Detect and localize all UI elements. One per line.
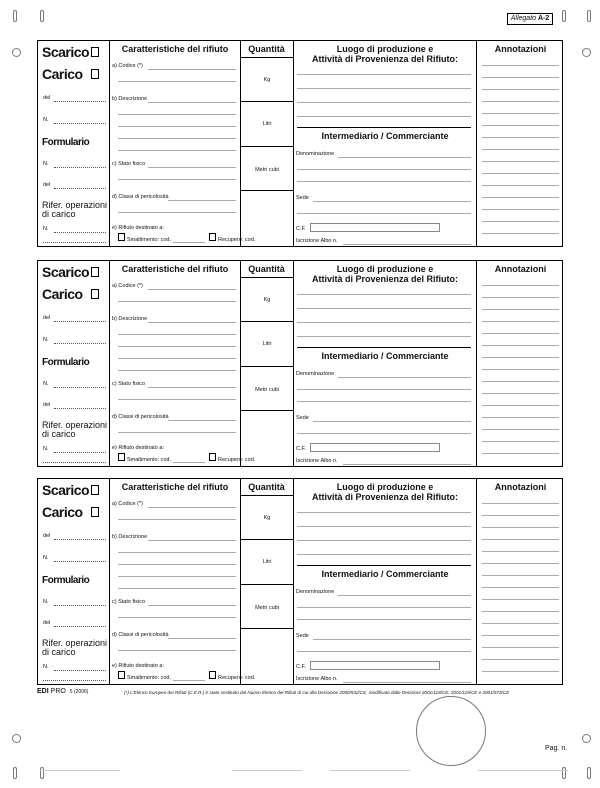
codice-field[interactable] <box>148 507 236 508</box>
recupero-label: Recupero: cod. <box>218 457 256 463</box>
binder-slot <box>40 10 44 22</box>
descrizione-label: b) Descrizione <box>112 316 148 322</box>
date-field[interactable] <box>54 101 106 102</box>
smaltimento-code-field[interactable] <box>173 680 205 681</box>
iscrizione-label: Iscrizione Albo n. <box>296 676 338 682</box>
date-field[interactable] <box>54 539 106 540</box>
iscrizione-field[interactable] <box>343 244 471 245</box>
descrizione-field[interactable] <box>148 540 236 541</box>
smaltimento-label: Smaltimento: cod. <box>127 237 172 243</box>
registration-block <box>37 40 563 247</box>
kg-label: Kg <box>263 77 271 83</box>
iscrizione-label: Iscrizione Albo n. <box>296 238 338 244</box>
number-label: N. <box>43 555 49 561</box>
rifer-number-label: N. <box>43 446 49 452</box>
formulario-number-label: N. <box>43 161 49 167</box>
annotazioni-line[interactable] <box>482 527 559 528</box>
luogo-header-1: Luogo di produzione e <box>336 264 434 274</box>
sede-field-2[interactable] <box>297 213 471 214</box>
annotazioni-line[interactable] <box>482 453 559 454</box>
del-label: del <box>43 315 51 321</box>
quantita-header: Quantità <box>248 44 285 54</box>
luogo-field-line[interactable] <box>297 308 471 309</box>
codice-field[interactable] <box>148 289 236 290</box>
luogo-field-line[interactable] <box>297 74 471 75</box>
registration-block <box>37 478 563 685</box>
rifer-number-field[interactable] <box>54 670 106 671</box>
stato-fisico-field[interactable] <box>148 167 236 168</box>
denominazione-label: Denominazione <box>296 371 335 377</box>
stamp-circle <box>416 696 486 766</box>
annotazioni-line[interactable] <box>482 405 559 406</box>
del-label: del <box>43 533 51 539</box>
stato-fisico-field-2[interactable] <box>118 179 236 180</box>
descrizione-field-line[interactable] <box>118 552 236 553</box>
stato-fisico-field-2[interactable] <box>118 617 236 618</box>
annotazioni-line[interactable] <box>482 635 559 636</box>
formulario-number-field[interactable] <box>54 387 106 388</box>
scarico-checkbox[interactable] <box>91 47 99 57</box>
annotazioni-line[interactable] <box>482 345 559 346</box>
sede-field-2[interactable] <box>297 433 471 434</box>
rifer-number-field[interactable] <box>54 452 106 453</box>
annotazioni-header: Annotazioni <box>494 44 547 54</box>
smaltimento-checkbox[interactable] <box>118 671 125 679</box>
stato-fisico-label: c) Stato fisico <box>112 381 146 387</box>
annotazioni-line[interactable] <box>482 441 559 442</box>
rifer-label: Rifer. operazioni <box>42 200 108 210</box>
cf-label: C.F. <box>296 664 306 670</box>
annotazioni-line[interactable] <box>482 417 559 418</box>
signature-line <box>40 770 120 771</box>
annotazioni-line[interactable] <box>482 369 559 370</box>
codice-label: a) Codice (*) <box>112 283 143 289</box>
quantity-divider <box>240 321 294 322</box>
descrizione-field-line[interactable] <box>118 114 236 115</box>
luogo-header-2: Attività di Provenienza del Rifiuto: <box>311 274 458 284</box>
quantita-header: Quantità <box>248 264 285 274</box>
classi-label: d) Classi di pericolosità <box>112 632 169 638</box>
denominazione-field-line[interactable] <box>297 401 471 402</box>
carico-label: Carico <box>42 504 83 520</box>
carico-label: Carico <box>42 66 83 82</box>
formulario-del-label: del <box>43 402 51 408</box>
signature-line <box>232 770 302 771</box>
sede-label: Sede <box>296 195 309 201</box>
denominazione-field[interactable] <box>338 377 471 378</box>
annotazioni-line[interactable] <box>482 563 559 564</box>
allegato-code: A-2 <box>537 15 550 22</box>
classi-field[interactable] <box>168 638 236 639</box>
smaltimento-code-field[interactable] <box>173 242 205 243</box>
rifer-number-label: N. <box>43 664 49 670</box>
destinato-label: e) Rifiuto destinato a: <box>112 225 164 231</box>
column-divider <box>476 41 477 246</box>
kg-label: Kg <box>263 515 271 521</box>
classi-field-2[interactable] <box>118 650 236 651</box>
binder-slot <box>562 767 566 779</box>
punch-hole <box>12 734 21 743</box>
descrizione-field-line[interactable] <box>118 346 236 347</box>
denominazione-field-line[interactable] <box>297 607 471 608</box>
luogo-field-line[interactable] <box>297 294 471 295</box>
rifer-extra-field[interactable] <box>43 242 106 243</box>
recupero-checkbox[interactable] <box>209 233 216 241</box>
quantity-divider <box>240 146 294 147</box>
annotazioni-line[interactable] <box>482 393 559 394</box>
carico-checkbox[interactable] <box>91 289 99 299</box>
quantity-divider <box>240 366 294 367</box>
luogo-field-line[interactable] <box>297 526 471 527</box>
codice-field-2[interactable] <box>118 519 236 520</box>
formulario-number-field[interactable] <box>54 167 106 168</box>
denominazione-field[interactable] <box>338 157 471 158</box>
intermediario-header: Intermediario / Commerciante <box>321 569 449 579</box>
annotazioni-line[interactable] <box>482 575 559 576</box>
footer-brand <box>37 688 88 695</box>
formulario-number-field[interactable] <box>54 605 106 606</box>
litri-label: Litri <box>262 341 272 347</box>
denominazione-field-line[interactable] <box>297 619 471 620</box>
formulario-label: Formulario <box>42 575 90 586</box>
brand-code: PRO <box>50 688 66 695</box>
descrizione-field-line[interactable] <box>118 358 236 359</box>
annotazioni-line[interactable] <box>482 623 559 624</box>
denominazione-label: Denominazione <box>296 589 335 595</box>
luogo-header-2: Attività di Provenienza del Rifiuto: <box>311 492 458 502</box>
allegato-prefix: Allegato <box>510 15 537 22</box>
stato-fisico-field-2[interactable] <box>118 399 236 400</box>
classi-field[interactable] <box>168 200 236 201</box>
stato-fisico-field[interactable] <box>148 387 236 388</box>
smaltimento-checkbox[interactable] <box>118 453 125 461</box>
formulario-date-field[interactable] <box>54 408 106 409</box>
smaltimento-label: Smaltimento: cod. <box>127 457 172 463</box>
classi-label: d) Classi di pericolosità <box>112 414 169 420</box>
footer-note: (*) L'Elenco Europeo dei Rifiuti (C.E.R.) è stato sostituito dal Nuovo Elenco dei Rifiuti di cui alla Decisione 2000/532/CE, modificata dalle Decisioni 2001/118/CE, 2001/119/CE e 2001/573/CE <box>124 690 510 695</box>
cf-field[interactable] <box>310 443 440 452</box>
annotazioni-line[interactable] <box>482 65 559 66</box>
descrizione-label: b) Descrizione <box>112 96 148 102</box>
annotazioni-line[interactable] <box>482 101 559 102</box>
formulario-del-label: del <box>43 620 51 626</box>
date-field[interactable] <box>54 321 106 322</box>
intermediario-rule <box>297 347 471 348</box>
allegato-tag <box>507 13 553 25</box>
descrizione-field[interactable] <box>148 102 236 103</box>
stato-fisico-label: c) Stato fisico <box>112 161 146 167</box>
carico-checkbox[interactable] <box>91 507 99 517</box>
luogo-header-1: Luogo di produzione e <box>336 44 434 54</box>
annotazioni-line[interactable] <box>482 89 559 90</box>
intermediario-header: Intermediario / Commerciante <box>321 131 449 141</box>
luogo-field-line[interactable] <box>297 336 471 337</box>
annotazioni-line[interactable] <box>482 321 559 322</box>
di-carico-label: di carico <box>42 209 76 219</box>
signature-line <box>330 770 410 771</box>
iscrizione-label: Iscrizione Albo n. <box>296 458 338 464</box>
descrizione-field-line[interactable] <box>118 126 236 127</box>
luogo-field-line[interactable] <box>297 88 471 89</box>
annotazioni-line[interactable] <box>482 671 559 672</box>
column-divider <box>109 261 110 466</box>
luogo-field-line[interactable] <box>297 540 471 541</box>
iscrizione-field[interactable] <box>343 682 471 683</box>
carico-checkbox[interactable] <box>91 69 99 79</box>
descrizione-field-line[interactable] <box>118 576 236 577</box>
luogo-header-1: Luogo di produzione e <box>336 482 434 492</box>
intermediario-rule <box>297 127 471 128</box>
scarico-checkbox[interactable] <box>91 267 99 277</box>
quantity-divider <box>240 584 294 585</box>
destinato-label: e) Rifiuto destinato a: <box>112 445 164 451</box>
intermediario-header: Intermediario / Commerciante <box>321 351 449 361</box>
annotazioni-line[interactable] <box>482 539 559 540</box>
punch-hole <box>582 734 591 743</box>
rifer-number-field[interactable] <box>54 232 106 233</box>
annotazioni-line[interactable] <box>482 233 559 234</box>
denominazione-field[interactable] <box>338 595 471 596</box>
litri-label: Litri <box>262 559 272 565</box>
descrizione-field-line[interactable] <box>118 138 236 139</box>
luogo-header-2: Attività di Provenienza del Rifiuto: <box>311 54 458 64</box>
binder-slot <box>13 10 17 22</box>
annotazioni-line[interactable] <box>482 503 559 504</box>
metri-cubi-label: Metri cubi <box>255 387 279 393</box>
rifer-label: Rifer. operazioni <box>42 638 108 648</box>
cf-field[interactable] <box>310 661 440 670</box>
luogo-field-line[interactable] <box>297 512 471 513</box>
annotazioni-line[interactable] <box>482 113 559 114</box>
classi-field-2[interactable] <box>118 432 236 433</box>
denominazione-field-line[interactable] <box>297 389 471 390</box>
column-divider <box>476 261 477 466</box>
codice-field[interactable] <box>148 69 236 70</box>
iscrizione-field[interactable] <box>343 464 471 465</box>
column-divider <box>109 479 110 684</box>
annotazioni-line[interactable] <box>482 515 559 516</box>
recupero-checkbox[interactable] <box>209 453 216 461</box>
quantity-divider <box>240 101 294 102</box>
annotazioni-line[interactable] <box>482 209 559 210</box>
annotazioni-line[interactable] <box>482 161 559 162</box>
codice-field-2[interactable] <box>118 301 236 302</box>
rifer-extra-field[interactable] <box>43 680 106 681</box>
annotazioni-line[interactable] <box>482 611 559 612</box>
punch-hole <box>582 48 591 57</box>
cf-field[interactable] <box>310 223 440 232</box>
annotazioni-line[interactable] <box>482 297 559 298</box>
descrizione-field-line[interactable] <box>118 564 236 565</box>
di-carico-label: di carico <box>42 429 76 439</box>
sede-label: Sede <box>296 633 309 639</box>
annotazioni-line[interactable] <box>482 185 559 186</box>
recupero-label: Recupero: cod. <box>218 237 256 243</box>
edition: 5 (2006) <box>69 689 89 695</box>
sede-field[interactable] <box>313 421 471 422</box>
binder-slot <box>13 767 17 779</box>
binder-slot <box>587 767 591 779</box>
annotazioni-header: Annotazioni <box>494 482 547 492</box>
descrizione-field[interactable] <box>148 322 236 323</box>
brand-name: EDI <box>37 688 49 695</box>
destinato-label: e) Rifiuto destinato a: <box>112 663 164 669</box>
annotazioni-header: Annotazioni <box>494 264 547 274</box>
caratteristiche-header: Caratteristiche del rifiuto <box>121 264 229 274</box>
formulario-date-field[interactable] <box>54 188 106 189</box>
rifer-label: Rifer. operazioni <box>42 420 108 430</box>
scarico-checkbox[interactable] <box>91 485 99 495</box>
annotazioni-line[interactable] <box>482 309 559 310</box>
scarico-label: Scarico <box>42 264 90 280</box>
annotazioni-line[interactable] <box>482 125 559 126</box>
column-divider <box>476 479 477 684</box>
column-divider <box>109 41 110 246</box>
carico-label: Carico <box>42 286 83 302</box>
annotazioni-line[interactable] <box>482 221 559 222</box>
quantity-divider <box>240 539 294 540</box>
smaltimento-checkbox[interactable] <box>118 233 125 241</box>
descrizione-field-line[interactable] <box>118 370 236 371</box>
classi-field-2[interactable] <box>118 212 236 213</box>
number-label: N. <box>43 337 49 343</box>
punch-hole <box>12 48 21 57</box>
descrizione-field-line[interactable] <box>118 334 236 335</box>
litri-label: Litri <box>262 121 272 127</box>
annotazioni-line[interactable] <box>482 137 559 138</box>
number-field[interactable] <box>54 343 106 344</box>
formulario-date-field[interactable] <box>54 626 106 627</box>
number-field[interactable] <box>54 561 106 562</box>
number-label: N. <box>43 117 49 123</box>
page-number-label: Pag. n. <box>545 745 568 752</box>
denominazione-field-line[interactable] <box>297 181 471 182</box>
scarico-label: Scarico <box>42 482 90 498</box>
metri-cubi-label: Metri cubi <box>255 167 279 173</box>
cf-label: C.F. <box>296 226 306 232</box>
descrizione-field-line[interactable] <box>118 588 236 589</box>
smaltimento-label: Smaltimento: cod. <box>127 675 172 681</box>
classi-field[interactable] <box>168 420 236 421</box>
annotazioni-line[interactable] <box>482 659 559 660</box>
annotazioni-line[interactable] <box>482 77 559 78</box>
recupero-checkbox[interactable] <box>209 671 216 679</box>
di-carico-label: di carico <box>42 647 76 657</box>
descrizione-field-line[interactable] <box>118 150 236 151</box>
number-field[interactable] <box>54 123 106 124</box>
annotazioni-line[interactable] <box>482 285 559 286</box>
metri-cubi-label: Metri cubi <box>255 605 279 611</box>
annotazioni-line[interactable] <box>482 197 559 198</box>
recupero-label: Recupero: cod. <box>218 675 256 681</box>
caratteristiche-header: Caratteristiche del rifiuto <box>121 482 229 492</box>
caratteristiche-header: Caratteristiche del rifiuto <box>121 44 229 54</box>
smaltimento-code-field[interactable] <box>173 462 205 463</box>
luogo-field-line[interactable] <box>297 102 471 103</box>
descrizione-label: b) Descrizione <box>112 534 148 540</box>
formulario-number-label: N. <box>43 381 49 387</box>
formulario-label: Formulario <box>42 357 90 368</box>
annotazioni-line[interactable] <box>482 173 559 174</box>
cf-label: C.F. <box>296 446 306 452</box>
annotazioni-line[interactable] <box>482 551 559 552</box>
registration-block <box>37 260 563 467</box>
classi-label: d) Classi di pericolosità <box>112 194 169 200</box>
formulario-label: Formulario <box>42 137 90 148</box>
annotazioni-line[interactable] <box>482 381 559 382</box>
sede-field[interactable] <box>313 201 471 202</box>
annotazioni-line[interactable] <box>482 333 559 334</box>
luogo-field-line[interactable] <box>297 116 471 117</box>
rifer-extra-field[interactable] <box>43 462 106 463</box>
denominazione-field-line[interactable] <box>297 169 471 170</box>
kg-label: Kg <box>263 297 271 303</box>
codice-label: a) Codice (*) <box>112 63 143 69</box>
sede-label: Sede <box>296 415 309 421</box>
annotazioni-line[interactable] <box>482 149 559 150</box>
intermediario-rule <box>297 565 471 566</box>
annotazioni-line[interactable] <box>482 587 559 588</box>
binder-slot <box>40 767 44 779</box>
formulario-del-label: del <box>43 182 51 188</box>
annotazioni-line[interactable] <box>482 599 559 600</box>
binder-slot <box>587 10 591 22</box>
luogo-field-line[interactable] <box>297 322 471 323</box>
annotazioni-line[interactable] <box>482 647 559 648</box>
denominazione-label: Denominazione <box>296 151 335 157</box>
codice-label: a) Codice (*) <box>112 501 143 507</box>
formulario-number-label: N. <box>43 599 49 605</box>
quantita-header: Quantità <box>248 482 285 492</box>
scarico-label: Scarico <box>42 44 90 60</box>
annotazioni-line[interactable] <box>482 429 559 430</box>
annotazioni-line[interactable] <box>482 357 559 358</box>
sede-field[interactable] <box>313 639 471 640</box>
codice-field-2[interactable] <box>118 81 236 82</box>
sede-field-2[interactable] <box>297 651 471 652</box>
stato-fisico-field[interactable] <box>148 605 236 606</box>
signature-line <box>478 770 568 771</box>
stato-fisico-label: c) Stato fisico <box>112 599 146 605</box>
luogo-field-line[interactable] <box>297 554 471 555</box>
del-label: del <box>43 95 51 101</box>
rifer-number-label: N. <box>43 226 49 232</box>
binder-slot <box>562 10 566 22</box>
